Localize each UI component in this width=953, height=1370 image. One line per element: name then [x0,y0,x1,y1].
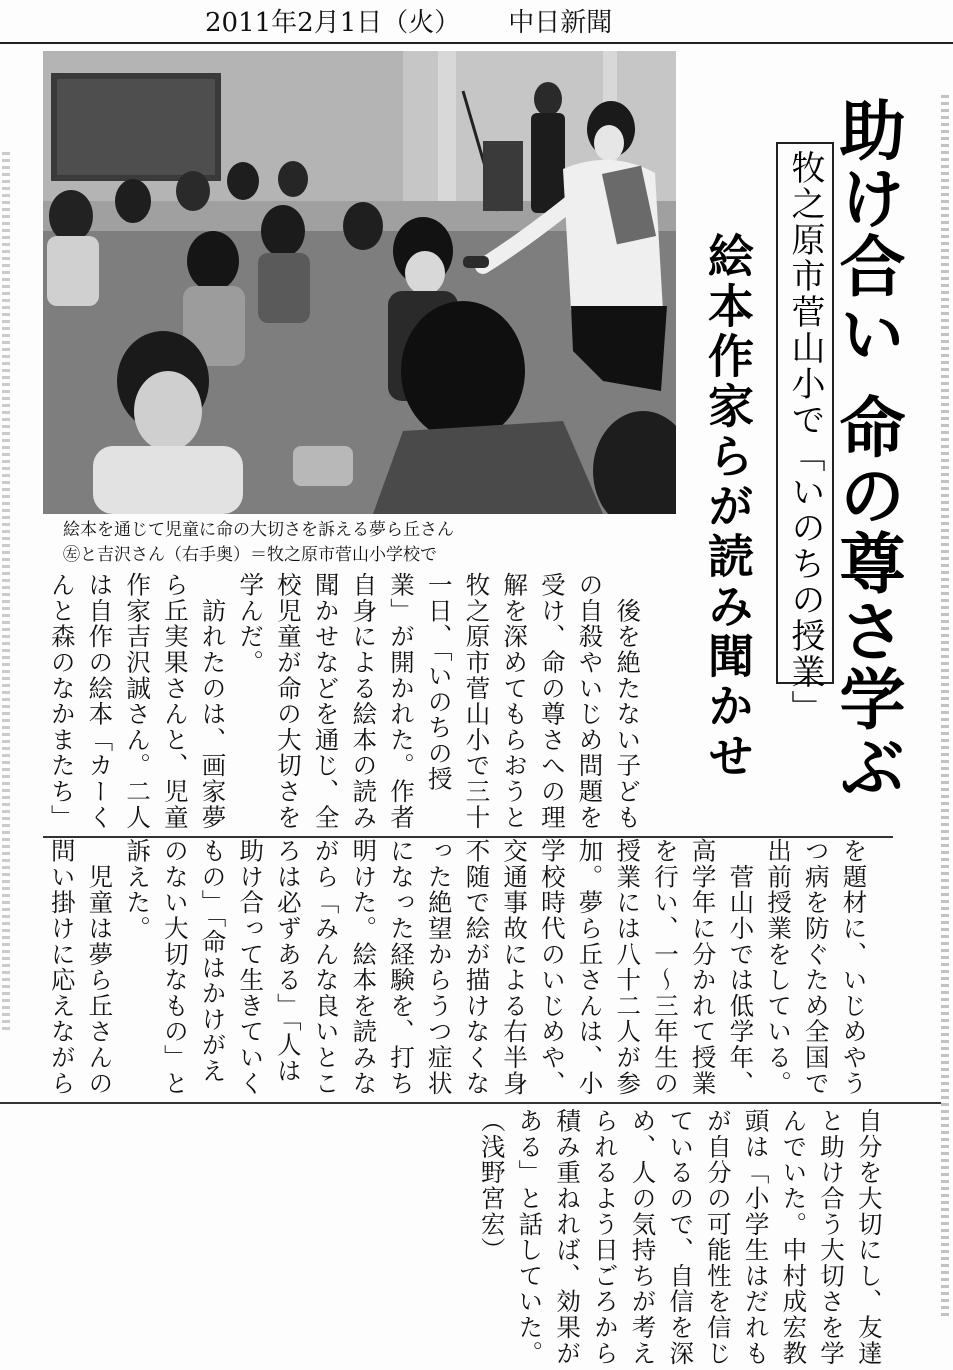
classroom-photo-image [43,51,676,514]
article-body-block-3: 自分を大切にし、友達 と助け合う大切さを学 んでいた。中村成宏教 頭は「小学生はだれも が自分の可能性を信じ ているので、自信を深 め、人の気持ちが考え られるよう日ごろから 積み重ねれば、効果が ある」と話していた。 （浅野宮宏） [477,1108,884,1366]
secondary-headline: 絵本作家らが読み聞かせ [701,232,755,782]
header-text [205,2,612,39]
column-rule-bottom [0,1102,941,1104]
header-rule [0,42,953,44]
left-edge-perforation [2,152,10,1032]
publication-date: 2011年2月1日（火） [205,8,461,38]
subheadline: 牧之原市菅山小で「いのちの授業」 [785,150,825,726]
right-edge-perforation [941,95,949,1320]
photo-caption [63,518,663,568]
main-headline: 助け合い 命の尊さ学ぶ [828,96,905,801]
subheadline-box [776,142,834,726]
photo-caption-line-1: 絵本を通じて児童に命の大切さを訴える夢ら丘さん [63,520,454,540]
article-body-block-1: 後を絶たない子ども の自殺やいじめ問題を 受け、命の尊さへの理 解を深めてもらおうと 牧之原市菅山小で三十 一日、「いのちの授 業」が開かれた。作者 自身による絵本の読み 聞かせなどを通じ、全 校児童が命の大切さを 学んだ。 訪れたのは、画家夢 ら丘実果さんと、児童 作家吉沢誠さん。二人 は自作の絵本「カーく んと森のなかまたち」 [47,572,643,830]
article-photo [43,51,676,514]
newspaper-name: 中日新聞 [508,8,613,38]
clipping-header [0,0,953,42]
article-body-block-2: を題材に、いじめやう つ病を防ぐため全国で 出前授業をしている。 菅山小では低学年、 高学年に分かれて授業 を行い、一～三年生の 授業には八十二人が参 加。夢ら丘さんは、小 学校時代のいじめや、 交通事故による右半身 不随で絵が描けなくな った絶望からうつ症状 になった経験を、打ち 明けた。絵本を読みな がら「みんな良いとこ ろは必ずある」「人は 助け合って生きていく もの」「命はかけがえ のない大切なもの」と 訴えた。 児童は夢ら丘さんの 問い掛けに応えながら [47,838,869,1096]
photo-caption-line-2: ㊧と吉沢さん（右手奥）＝牧之原市菅山小学校で [63,545,437,565]
